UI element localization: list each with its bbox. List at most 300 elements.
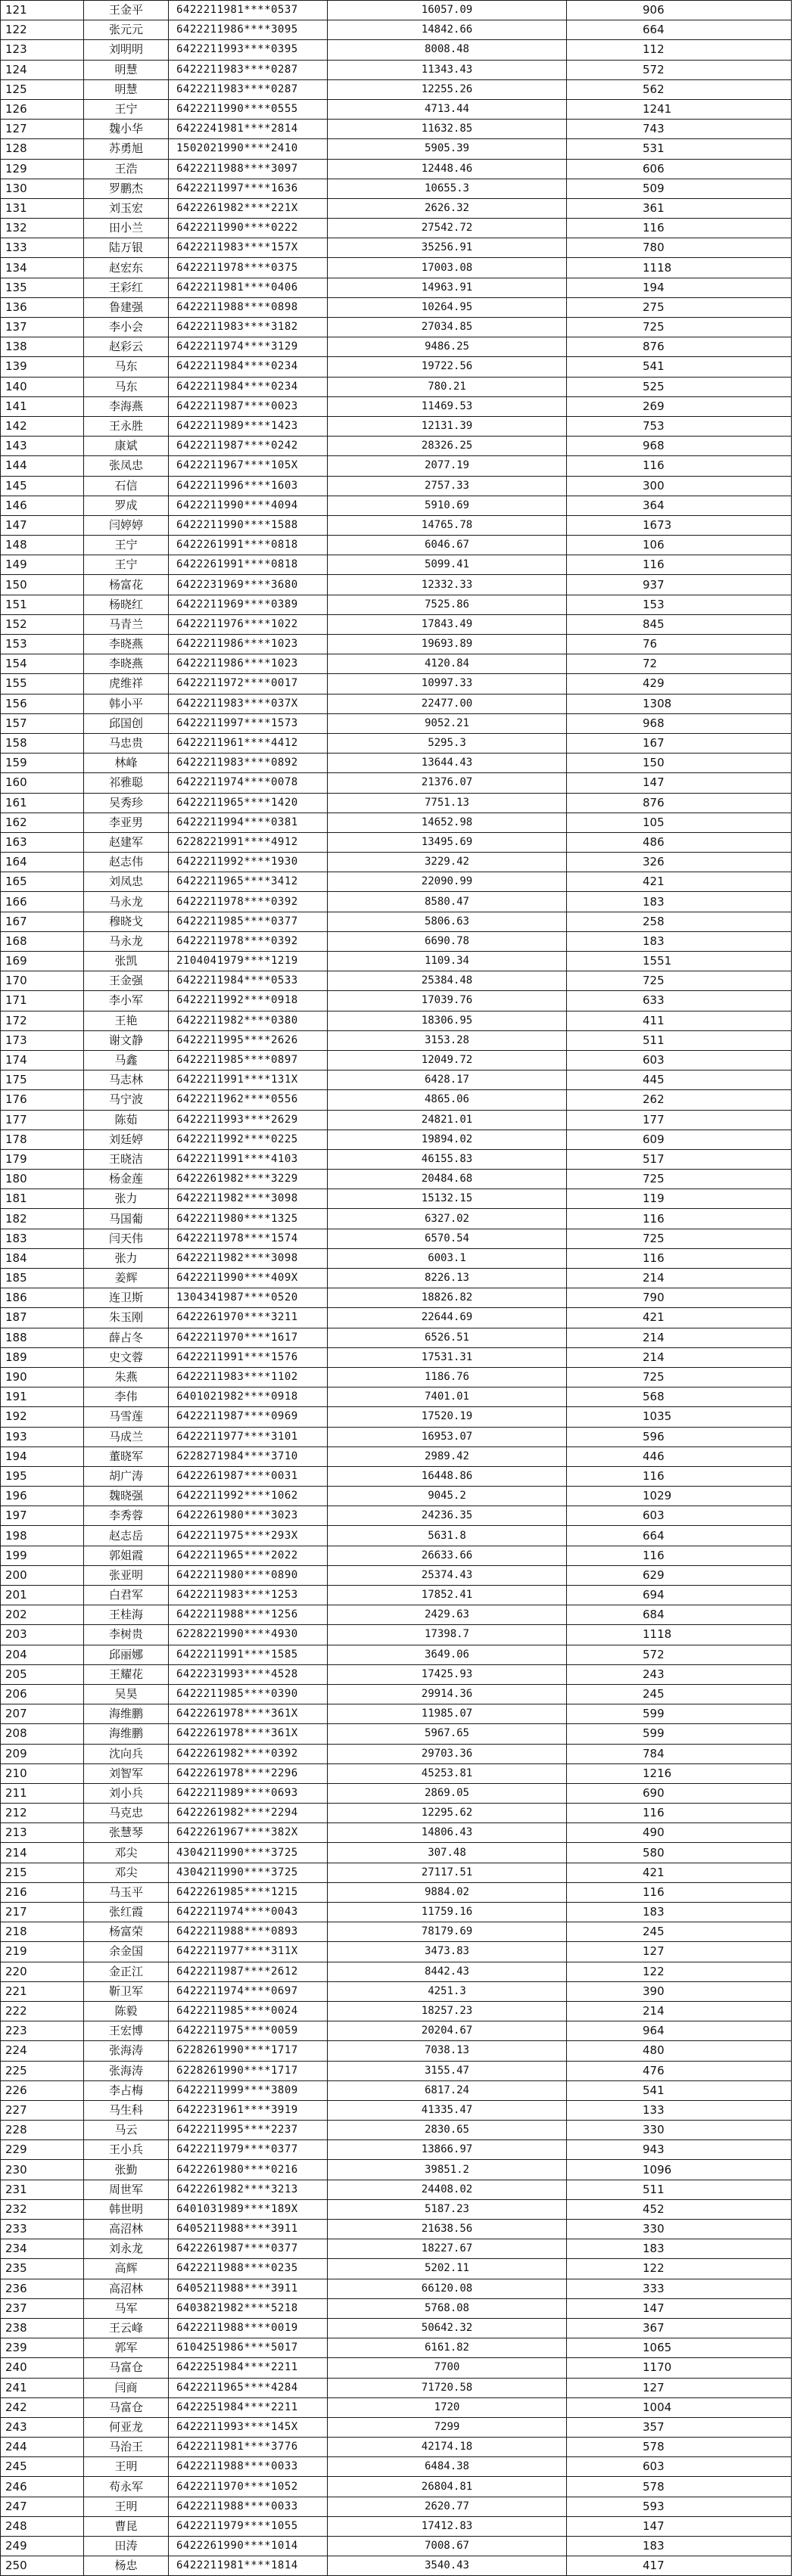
row-number-cell: 201 [1,1586,84,1605]
amount-cell: 20204.67 [328,2021,567,2041]
row-number-cell: 196 [1,1487,84,1506]
name-cell: 王宏博 [84,2021,169,2041]
table-row [1,713,792,733]
row-number-cell: 224 [1,2041,84,2061]
row-number-cell: 143 [1,437,84,456]
id-number-cell: 6422251984****2211 [169,2397,328,2417]
name-cell: 罗鹏杰 [84,179,169,198]
count-cell: 330 [567,2220,792,2239]
name-cell: 海维鹏 [84,1724,169,1744]
row-number-cell: 163 [1,832,84,852]
amount-cell: 17531.31 [328,1347,567,1367]
row-number-cell: 243 [1,2417,84,2437]
name-cell: 姜辉 [84,1269,169,1288]
id-number-cell: 6422211981****0406 [169,278,328,297]
amount-cell: 7299 [328,2417,567,2437]
id-number-cell: 6422211983****3182 [169,318,328,337]
name-cell: 罗成 [84,496,169,515]
row-number-cell: 207 [1,1704,84,1724]
name-cell: 邓尖 [84,1843,169,1863]
id-number-cell: 6422211986****3095 [169,20,328,40]
count-cell: 578 [567,2477,792,2497]
count-cell: 480 [567,2041,792,2061]
table-row [1,1724,792,1744]
table-row [1,2239,792,2259]
amount-cell: 7751.13 [328,793,567,813]
row-number-cell: 162 [1,813,84,832]
id-number-cell: 6422211983****0892 [169,754,328,773]
amount-cell: 2989.42 [328,1446,567,1466]
id-number-cell: 6422211990****0555 [169,99,328,119]
count-cell: 633 [567,991,792,1011]
row-number-cell: 139 [1,357,84,377]
amount-cell: 16057.09 [328,1,567,20]
amount-cell: 11343.43 [328,60,567,79]
row-number-cell: 156 [1,694,84,713]
id-number-cell: 6422211970****1617 [169,1328,328,1347]
table-row [1,1070,792,1090]
table-row [1,1407,792,1427]
id-number-cell: 6422211985****0024 [169,2001,328,2021]
name-cell: 王明 [84,2497,169,2516]
table-row [1,20,792,40]
id-number-cell: 6422211991****131X [169,1070,328,1090]
id-number-cell: 6422211983****157X [169,238,328,258]
table-row [1,614,792,634]
row-number-cell: 154 [1,654,84,674]
amount-cell: 6428.17 [328,1070,567,1090]
table-row [1,1011,792,1030]
count-cell: 147 [567,773,792,793]
count-cell: 269 [567,396,792,416]
id-number-cell: 6422261987****0377 [169,2239,328,2259]
amount-cell: 17039.76 [328,991,567,1011]
row-number-cell: 226 [1,2080,84,2100]
table-row [1,79,792,99]
amount-cell: 2830.65 [328,2121,567,2140]
name-cell: 闫婷婷 [84,515,169,535]
amount-cell: 1186.76 [328,1367,567,1387]
id-number-cell: 6422211993****2629 [169,1110,328,1130]
id-number-cell: 1502021990****2410 [169,139,328,159]
name-cell: 薛占冬 [84,1328,169,1347]
id-number-cell: 6403821982****5218 [169,2298,328,2318]
row-number-cell: 209 [1,1744,84,1763]
row-number-cell: 244 [1,2438,84,2457]
amount-cell: 2429.63 [328,1605,567,1625]
id-number-cell: 6422261978****361X [169,1724,328,1744]
row-number-cell: 138 [1,337,84,357]
amount-cell: 24236.35 [328,1506,567,1526]
amount-cell: 19722.56 [328,357,567,377]
name-cell: 马富仓 [84,2397,169,2417]
amount-cell: 3473.83 [328,1942,567,1962]
name-cell: 邱国创 [84,713,169,733]
amount-cell: 5905.39 [328,139,567,159]
table-row [1,496,792,515]
id-number-cell: 6422211991****1585 [169,1645,328,1664]
name-cell: 马生科 [84,2100,169,2120]
amount-cell: 22477.00 [328,694,567,713]
row-number-cell: 232 [1,2199,84,2219]
row-number-cell: 214 [1,1843,84,1863]
row-number-cell: 250 [1,2556,84,2576]
count-cell: 112 [567,40,792,60]
name-cell: 祁雅聪 [84,773,169,793]
row-number-cell: 123 [1,40,84,60]
row-number-cell: 128 [1,139,84,159]
count-cell: 116 [567,1546,792,1565]
id-number-cell: 6422211978****1574 [169,1229,328,1248]
count-cell: 476 [567,2061,792,2080]
name-cell: 林峰 [84,754,169,773]
name-cell: 史文蓉 [84,1347,169,1367]
row-number-cell: 240 [1,2358,84,2378]
table-row [1,1090,792,1110]
count-cell: 116 [567,1804,792,1823]
table-row [1,2121,792,2140]
row-number-cell: 238 [1,2318,84,2338]
id-number-cell: 6422211977****311X [169,1942,328,1962]
amount-cell: 26804.81 [328,2477,567,2497]
id-number-cell: 6422211990****409X [169,1269,328,1288]
id-number-cell: 6422211982****0380 [169,1011,328,1030]
row-number-cell: 198 [1,1526,84,1546]
table-row [1,1328,792,1347]
table-row [1,2358,792,2378]
id-number-cell: 6422211989****1423 [169,416,328,436]
count-cell: 664 [567,1526,792,1546]
count-cell: 876 [567,337,792,357]
amount-cell: 8580.47 [328,892,567,912]
row-number-cell: 211 [1,1783,84,1803]
id-number-cell: 6422261982****0392 [169,1744,328,1763]
name-cell: 王宁 [84,99,169,119]
amount-cell: 18227.67 [328,2239,567,2259]
name-cell: 韩世明 [84,2199,169,2219]
table-row [1,536,792,555]
count-cell: 116 [567,1466,792,1486]
row-number-cell: 234 [1,2239,84,2259]
amount-cell: 6570.54 [328,1229,567,1248]
amount-cell: 11985.07 [328,1704,567,1724]
name-cell: 赵宏东 [84,258,169,278]
count-cell: 116 [567,1882,792,1902]
row-number-cell: 179 [1,1149,84,1169]
table-row [1,1189,792,1209]
id-number-cell: 6422211978****0392 [169,931,328,951]
id-number-cell: 6422261980****0216 [169,2160,328,2180]
id-number-cell: 6422211972****0017 [169,674,328,694]
row-number-cell: 177 [1,1110,84,1130]
count-cell: 845 [567,614,792,634]
id-number-cell: 6422211970****1052 [169,2477,328,2497]
id-number-cell: 6422211983****0287 [169,60,328,79]
table-row [1,754,792,773]
amount-cell: 5099.41 [328,555,567,575]
count-cell: 968 [567,713,792,733]
name-cell: 张亚明 [84,1565,169,1585]
name-cell: 刘智军 [84,1763,169,1783]
count-cell: 300 [567,476,792,496]
count-cell: 214 [567,2001,792,2021]
count-cell: 1118 [567,1625,792,1645]
amount-cell: 11469.53 [328,396,567,416]
row-number-cell: 166 [1,892,84,912]
row-number-cell: 130 [1,179,84,198]
name-cell: 高辉 [84,2259,169,2279]
amount-cell: 5806.63 [328,912,567,931]
name-cell: 王彩红 [84,278,169,297]
name-cell: 曹昆 [84,2516,169,2536]
amount-cell: 14652.98 [328,813,567,832]
name-cell: 赵志伟 [84,853,169,872]
id-number-cell: 6405211988****3911 [169,2220,328,2239]
table-row [1,892,792,912]
count-cell: 599 [567,1704,792,1724]
id-number-cell: 6422261982****3229 [169,1170,328,1189]
name-cell: 李占梅 [84,2080,169,2100]
id-number-cell: 6422211974****0078 [169,773,328,793]
row-number-cell: 165 [1,872,84,892]
table-row [1,2397,792,2417]
id-number-cell: 6422211983****1102 [169,1367,328,1387]
table-row [1,2298,792,2318]
amount-cell: 5768.08 [328,2298,567,2318]
table-row [1,575,792,595]
row-number-cell: 213 [1,1823,84,1843]
amount-cell: 2757.33 [328,476,567,496]
table-row [1,1625,792,1645]
table-row [1,297,792,317]
row-number-cell: 212 [1,1804,84,1823]
id-number-cell: 6422261967****382X [169,1823,328,1843]
amount-cell: 2620.77 [328,2497,567,2516]
id-number-cell: 6422211974****3129 [169,337,328,357]
count-cell: 1170 [567,2358,792,2378]
row-number-cell: 227 [1,2100,84,2120]
table-row [1,654,792,674]
table-row [1,318,792,337]
table-row [1,1546,792,1565]
name-cell: 杨忠 [84,2556,169,2576]
amount-cell: 13495.69 [328,832,567,852]
count-cell: 183 [567,892,792,912]
count-cell: 562 [567,79,792,99]
row-number-cell: 231 [1,2180,84,2199]
table-row [1,2417,792,2437]
amount-cell: 3155.47 [328,2061,567,2080]
count-cell: 183 [567,2239,792,2259]
count-cell: 116 [567,1248,792,1268]
amount-cell: 6690.78 [328,931,567,951]
name-cell: 李亚男 [84,813,169,832]
id-number-cell: 1304341987****0520 [169,1288,328,1308]
table-row [1,793,792,813]
row-number-cell: 148 [1,536,84,555]
amount-cell: 12255.26 [328,79,567,99]
count-cell: 127 [567,1942,792,1962]
name-cell: 苟永军 [84,2477,169,2497]
id-number-cell: 6422261985****1215 [169,1882,328,1902]
records-table-body [1,1,792,2576]
count-cell: 245 [567,1922,792,1942]
amount-cell: 7401.01 [328,1387,567,1407]
row-number-cell: 237 [1,2298,84,2318]
count-cell: 593 [567,2497,792,2516]
count-cell: 147 [567,2298,792,2318]
id-number-cell: 6422211980****0890 [169,1565,328,1585]
count-cell: 116 [567,219,792,238]
name-cell: 高沼林 [84,2279,169,2298]
amount-cell: 6327.02 [328,1209,567,1229]
name-cell: 王云峰 [84,2318,169,2338]
id-number-cell: 6422211999****3809 [169,2080,328,2100]
row-number-cell: 170 [1,971,84,991]
name-cell: 李晓燕 [84,635,169,654]
id-number-cell: 6422211987****0023 [169,396,328,416]
table-row [1,1922,792,1942]
row-number-cell: 153 [1,635,84,654]
name-cell: 沈向兵 [84,1744,169,1763]
amount-cell: 14765.78 [328,515,567,535]
amount-cell: 27542.72 [328,219,567,238]
count-cell: 690 [567,1783,792,1803]
table-row [1,1367,792,1387]
row-number-cell: 220 [1,1962,84,1981]
name-cell: 闫天伟 [84,1229,169,1248]
name-cell: 高沼林 [84,2220,169,2239]
name-cell: 邓尖 [84,1863,169,1882]
name-cell: 朱玉刚 [84,1308,169,1328]
name-cell: 白君军 [84,1586,169,1605]
name-cell: 张海涛 [84,2061,169,2080]
table-row [1,219,792,238]
amount-cell: 9884.02 [328,1882,567,1902]
name-cell: 王艳 [84,1011,169,1030]
id-number-cell: 6422211984****0533 [169,971,328,991]
count-cell: 116 [567,1209,792,1229]
id-number-cell: 6422211982****3098 [169,1248,328,1268]
count-cell: 525 [567,377,792,396]
amount-cell: 3229.42 [328,853,567,872]
row-number-cell: 187 [1,1308,84,1328]
amount-cell: 28326.25 [328,437,567,456]
count-cell: 725 [567,318,792,337]
table-row [1,159,792,179]
id-number-cell: 6422211975****293X [169,1526,328,1546]
count-cell: 906 [567,1,792,20]
table-row [1,1,792,20]
amount-cell: 12049.72 [328,1050,567,1070]
name-cell: 李树贵 [84,1625,169,1645]
id-number-cell: 6422211965****4284 [169,2378,328,2397]
count-cell: 1216 [567,1763,792,1783]
row-number-cell: 133 [1,238,84,258]
amount-cell: 6526.51 [328,1328,567,1347]
row-number-cell: 167 [1,912,84,931]
id-number-cell: 6422211981****3776 [169,2438,328,2457]
amount-cell: 8008.48 [328,40,567,60]
table-row [1,139,792,159]
count-cell: 603 [567,2457,792,2477]
amount-cell: 14963.91 [328,278,567,297]
count-cell: 1065 [567,2338,792,2358]
count-cell: 417 [567,2556,792,2576]
amount-cell: 4713.44 [328,99,567,119]
name-cell: 杨富花 [84,575,169,595]
amount-cell: 4251.3 [328,1981,567,2001]
amount-cell: 6046.67 [328,536,567,555]
count-cell: 133 [567,2100,792,2120]
count-cell: 214 [567,1269,792,1288]
row-number-cell: 199 [1,1546,84,1565]
row-number-cell: 217 [1,1903,84,1922]
name-cell: 陈茹 [84,1110,169,1130]
amount-cell: 66120.08 [328,2279,567,2298]
name-cell: 李晓燕 [84,654,169,674]
row-number-cell: 195 [1,1466,84,1486]
table-row [1,437,792,456]
count-cell: 361 [567,198,792,218]
id-number-cell: 6422211992****0918 [169,991,328,1011]
id-number-cell: 6422261990****1014 [169,2537,328,2556]
count-cell: 421 [567,1308,792,1328]
amount-cell: 20484.68 [328,1170,567,1189]
count-cell: 568 [567,1387,792,1407]
row-number-cell: 190 [1,1367,84,1387]
name-cell: 康斌 [84,437,169,456]
id-number-cell: 6422261991****0818 [169,536,328,555]
name-cell: 张凯 [84,952,169,971]
table-row [1,1744,792,1763]
table-row [1,1427,792,1446]
name-cell: 郭军 [84,2338,169,2358]
amount-cell: 7525.86 [328,595,567,614]
row-number-cell: 249 [1,2537,84,2556]
amount-cell: 16448.86 [328,1466,567,1486]
table-row [1,1903,792,1922]
name-cell: 金正江 [84,1962,169,1981]
name-cell: 马成兰 [84,1427,169,1446]
count-cell: 968 [567,437,792,456]
amount-cell: 5202.11 [328,2259,567,2279]
name-cell: 石信 [84,476,169,496]
name-cell: 马宁波 [84,1090,169,1110]
table-row [1,1149,792,1169]
id-number-cell: 6422211985****0377 [169,912,328,931]
count-cell: 214 [567,1347,792,1367]
count-cell: 511 [567,2180,792,2199]
amount-cell: 3649.06 [328,1645,567,1664]
row-number-cell: 204 [1,1645,84,1664]
id-number-cell: 6422211985****0390 [169,1684,328,1704]
count-cell: 606 [567,159,792,179]
amount-cell: 1720 [328,2397,567,2417]
amount-cell: 10997.33 [328,674,567,694]
table-row [1,2537,792,2556]
row-number-cell: 182 [1,1209,84,1229]
count-cell: 194 [567,278,792,297]
id-number-cell: 4304211990****3725 [169,1843,328,1863]
row-number-cell: 125 [1,79,84,99]
count-cell: 122 [567,1962,792,1981]
table-row [1,853,792,872]
id-number-cell: 6422241981****2814 [169,120,328,139]
id-number-cell: 6422261982****3213 [169,2180,328,2199]
amount-cell: 4865.06 [328,1090,567,1110]
name-cell: 马志林 [84,1070,169,1090]
